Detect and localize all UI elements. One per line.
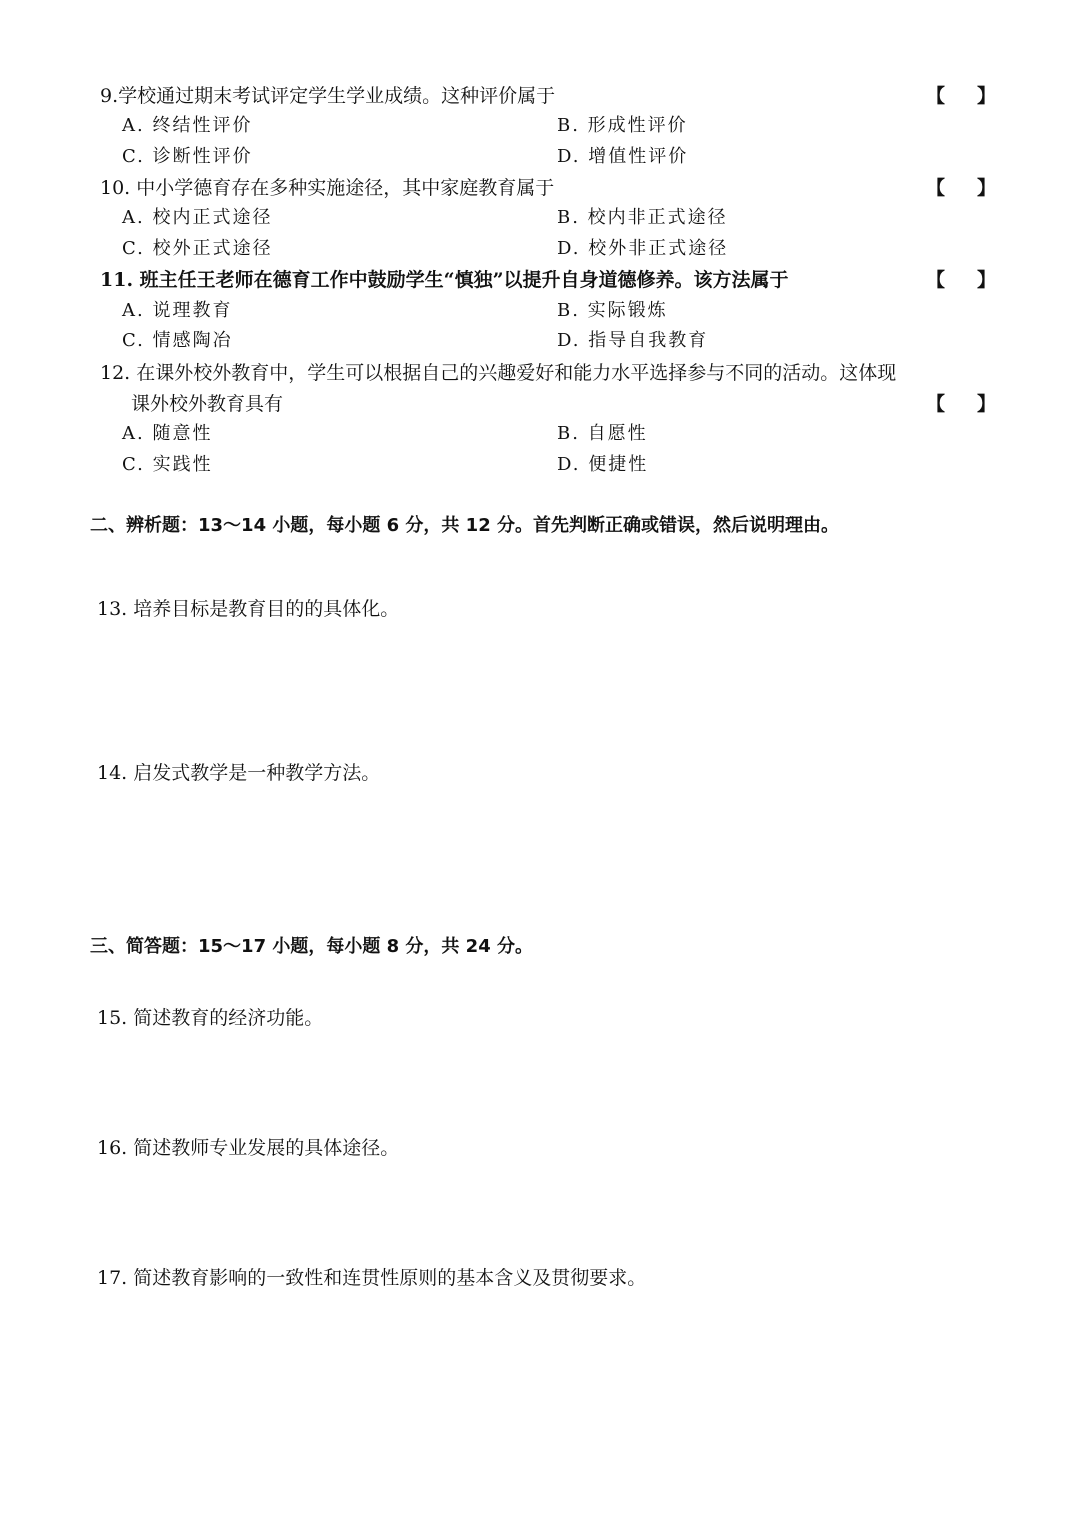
question-10-option-b: B. 校内非正式途径 [557,207,728,228]
question-10-option-c: C. 校外正式途径 [122,238,273,259]
section-3-heading: 三、简答题：15～17 小题，每小题 8 分，共 24 分。 [90,936,534,957]
question-9-option-c: C. 诊断性评价 [122,146,253,167]
question-12-stem-continued: 课外校外教育具有 [131,393,284,415]
answer-bracket-12[interactable] [926,389,996,419]
question-11-option-b: B. 实际锻炼 [557,300,668,321]
question-11-option-d: D. 指导自我教育 [557,330,709,351]
question-11-option-c: C. 情感陶冶 [122,330,233,351]
question-12-option-d: D. 便捷性 [557,454,649,475]
question-17: 17. 简述教育影响的一致性和连贯性原则的基本含义及贯彻要求。 [97,1267,647,1289]
question-9-option-a: A. 终结性评价 [122,115,253,136]
question-10-stem: 10. 中小学德育存在多种实施途径，其中家庭教育属于 [100,177,555,199]
question-16: 16. 简述教师专业发展的具体途径。 [97,1137,400,1159]
question-11-stem: 11. 班主任王老师在德育工作中鼓励学生“慎独”以提升自身道德修养。该方法属于 [100,269,789,291]
question-9-option-d: D. 增值性评价 [557,146,689,167]
question-10-option-a: A. 校内正式途径 [122,207,273,228]
answer-bracket-11[interactable] [926,265,996,295]
question-12-option-b: B. 自愿性 [557,423,648,444]
bracket-close: 】 [976,177,996,199]
bracket-close: 】 [976,269,996,291]
question-9-stem: 9.学校通过期末考试评定学生学业成绩。这种评价属于 [100,85,556,107]
question-12-option-c: C. 实践性 [122,454,213,475]
question-15: 15. 简述教育的经济功能。 [97,1007,324,1029]
answer-bracket-10[interactable] [926,173,996,203]
question-12-stem: 12. 在课外校外教育中，学生可以根据自己的兴趣爱好和能力水平选择参与不同的活动。这体现 [100,362,897,384]
bracket-close: 】 [976,85,996,107]
question-12-option-a: A. 随意性 [122,423,213,444]
bracket-open: 【 [926,85,946,107]
question-9-option-b: B. 形成性评价 [557,115,688,136]
answer-bracket-9[interactable] [926,81,996,111]
bracket-open: 【 [926,393,946,415]
bracket-close: 】 [976,393,996,415]
question-14: 14. 启发式教学是一种教学方法。 [97,762,381,784]
question-11-option-a: A. 说理教育 [122,300,233,321]
bracket-open: 【 [926,177,946,199]
bracket-open: 【 [926,269,946,291]
question-13: 13. 培养目标是教育目的的具体化。 [97,598,400,620]
question-10-option-d: D. 校外非正式途径 [557,238,729,259]
section-2-heading: 二、辨析题：13～14 小题，每小题 6 分，共 12 分。首先判断正确或错误，然后说明理由。 [90,515,840,536]
